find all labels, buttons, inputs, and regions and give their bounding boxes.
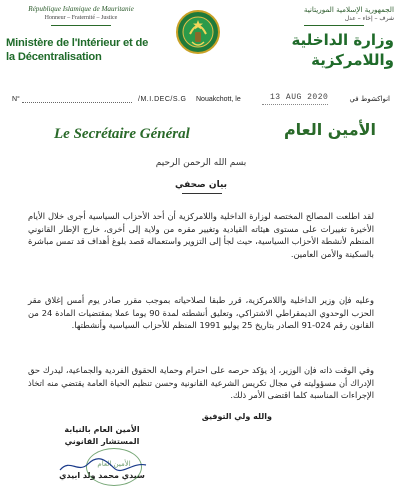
ministry-name-fr — [6, 36, 166, 64]
press-release-underline — [182, 193, 222, 194]
body-paragraph-2: وعليه فإن وزير الداخلية واللامركزية، قرر طبقا لصلاحياته بموجب مقرر صادر يوم أمس إغلاق مقر الحزب الوحدوي الديمقراطي الاشتراكي، وتعليق أنشطته لمدة 90 يوما عملا بمقتضيات المادة 24 من القانون رقم 024-91 الصادر بتاريخ 25 يوليو 1991 المنظم للأحزاب السياسية وأنشطتها. — [28, 295, 374, 331]
signatory-title-line1: الأمين العام بالنيابة — [64, 425, 140, 434]
closing-phrase: والله ولي التوفيق — [201, 412, 272, 421]
place-label-ar: انواكشوط في — [349, 95, 390, 103]
header-french — [6, 5, 156, 28]
date-stamp: 13 AUG 2020 — [270, 93, 329, 102]
republic-name-ar: الجمهورية الإسلامية الموريتانية — [303, 5, 394, 14]
ministry-name-fr-line1: Ministère de l'Intérieur et de — [6, 37, 149, 49]
national-seal-icon — [176, 8, 220, 56]
stamp-text: الأمين العام — [97, 460, 131, 468]
secretary-general-title-ar: الأمين العام — [283, 120, 376, 139]
ministry-name-ar — [274, 30, 394, 70]
body-paragraph-3: وفي الوقت ذاته فإن الوزير، إذ يؤكد حرصه على احترام وحماية الحقوق الفردية والجماعية، ليدرك حق الإدراك أن مسؤوليته في مجال تكريس الشرعية القانونية وحسن تنظيم الحياة العامة يقتضي منه اتخاذ الإجراءات المناسبة كلما اقتضى الأمر ذلك. — [28, 365, 374, 401]
handwritten-signature-icon — [58, 456, 148, 474]
reference-line — [0, 93, 402, 108]
ministry-name-ar-line1: وزارة الداخلية — [291, 31, 394, 49]
ministry-name-fr-line2: la Décentralisation — [6, 51, 102, 63]
motto-fr: Honneur – Fraternité – Justice — [44, 15, 118, 21]
basmala: بسم الله الرحمن الرحيم — [155, 158, 247, 168]
reference-code: /M.I.DEC/S.G — [138, 96, 187, 103]
republic-name-fr: République Islamique de Mauritanie — [28, 5, 134, 13]
ministry-name-ar-line2: واللامركزية — [311, 51, 394, 69]
date-dots — [262, 104, 328, 105]
signatory-title-line2: المستشار القانوني — [64, 437, 140, 446]
secretary-general-title-fr: Le Secrétaire Général — [54, 126, 190, 142]
motto-ar: شرف – إخاء – عدل — [344, 15, 394, 22]
header-rule-ar — [304, 25, 364, 26]
reference-number-dots — [22, 102, 132, 103]
header-arabic — [244, 5, 394, 28]
header-rule-fr — [51, 25, 111, 26]
body-paragraph-1: لقد اطلعت المصالح المختصة لوزارة الداخلية واللامركزية أن أحد الأحزاب السياسية أجرى خلال الأيام الأخيرة تغييرات على مستوى هيئاته القيادية وتغيير مقره من ولاية إلى أخرى، خارج الإطار القانوني المنظم لأنشطة الأحزاب السياسية، حيث لجأ إلى التزوير واستعماله قصد بلوغ أهداف قد تمس مباشرة بالسكينة والأمن العامين. — [28, 211, 374, 259]
reference-number-label: N° — [12, 96, 20, 103]
press-release-heading: بيان صحفي — [174, 180, 227, 190]
place-label-fr: Nouakchott, le — [196, 96, 241, 103]
signatory-name: سيدي محمد ولد ابيدي — [59, 471, 145, 480]
